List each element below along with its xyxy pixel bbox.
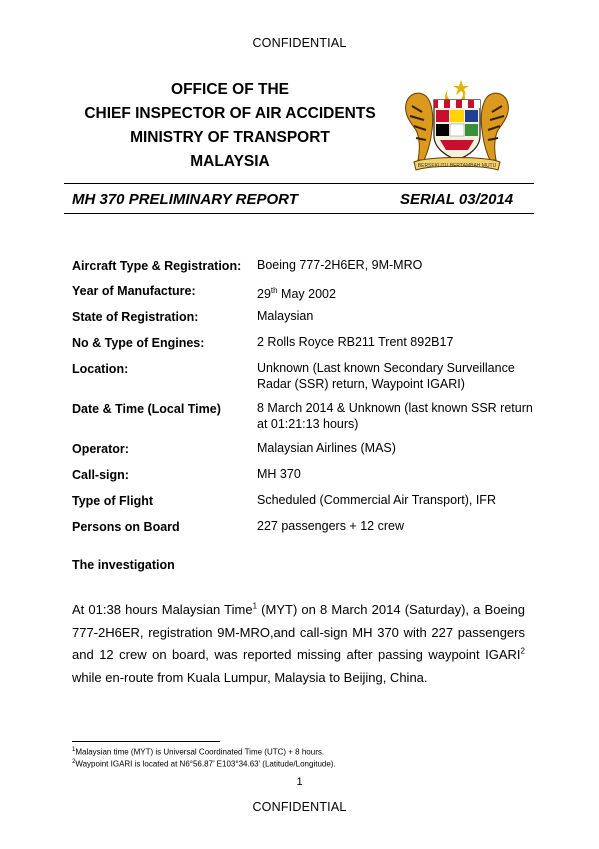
detail-row-state [72,309,542,335]
detail-label: Operator: [72,442,129,456]
detail-row-flight-type [72,493,542,519]
detail-value: 2 Rolls Royce RB211 Trent 892B17 [257,335,454,349]
footnote-ref-2: 2 [520,646,525,656]
detail-row-engines [72,335,542,361]
office-line-1: OFFICE OF THE [171,81,289,98]
detail-label: Year of Manufacture: [72,284,196,298]
office-line-2: CHIEF INSPECTOR OF AIR ACCIDENTS [84,105,376,122]
detail-row-location [72,361,542,401]
report-serial: SERIAL 03/2014 [400,191,514,208]
detail-row-operator [72,441,542,467]
title-rule-bottom [64,213,534,214]
page-number: 1 [296,776,303,788]
malaysia-coat-of-arms [398,76,516,176]
detail-value: Boeing 777-2H6ER, 9M-MRO [257,258,423,272]
title-rule-top [64,183,534,184]
detail-label: Type of Flight [72,494,154,508]
detail-row-date-time [72,401,542,441]
detail-value: 29th May 2002 [257,286,336,302]
footnote-separator [72,741,220,742]
detail-value: Scheduled (Commercial Air Transport), IFR [257,493,496,507]
footnote-1: $^1$Malaysian time (MYT) is Universal Coordinated Time (UTC) + 8 hours. [72,747,325,757]
detail-label: Aircraft Type & Registration: [72,259,242,273]
detail-row-aircraft-type [72,258,542,283]
coat-of-arms-emblem [398,76,516,176]
footer-classification: CONFIDENTIAL [252,800,347,814]
detail-row-persons [72,519,542,545]
office-heading [70,78,390,174]
detail-value: Malaysian Airlines (MAS) [257,441,396,455]
detail-label: Call-sign: [72,468,129,482]
detail-label: Persons on Board [72,520,180,534]
footnote-ref-1: 1 [252,601,258,611]
office-line-3: MINISTRY OF TRANSPORT [130,129,330,146]
aircraft-details [72,258,542,545]
office-line-4: MALAYSIA [190,153,270,170]
detail-label: State of Registration: [72,310,199,324]
header-classification: CONFIDENTIAL [252,36,347,50]
report-title: MH 370 PRELIMINARY REPORT [72,191,298,208]
investigation-heading: The investigation [72,558,175,572]
detail-label: Location: [72,362,129,376]
detail-value: Malaysian [257,309,314,323]
footnote-2: $^2$Waypoint IGARI is located at N6°56.87’ E103°34.63’ (Latitude/Longitude). [72,759,336,769]
svg-text:BERSEKUTU BERTAMBAH MUTU: BERSEKUTU BERTAMBAH MUTU [417,163,497,169]
detail-label: Date & Time (Local Time) [72,402,221,416]
detail-value: 227 passengers + 12 crew [257,519,404,533]
detail-label: No & Type of Engines: [72,336,205,350]
detail-value: MH 370 [257,467,301,481]
detail-row-year [72,283,542,309]
detail-value: 8 March 2014 & Unknown (last known SSR return at 01:21:13 hours) [257,401,533,431]
detail-value: Unknown (Last known Secondary Surveillance Radar (SSR) return, Waypoint IGARI) [257,361,515,391]
detail-row-callsign [72,467,542,493]
investigation-paragraph: At 01:38 hours Malaysian Time$^1$ (MYT) on 8 March 2014 (Saturday), a Boeing 777-2H6ER, registration 9M-MRO,and call-sign MH 370 with 227 passengers and 12 crew on board, was reported missing after passing waypoint IGARI$^2$ while en-route from Kuala Lumpur, Malaysia to Beijing, China. [72,601,525,685]
